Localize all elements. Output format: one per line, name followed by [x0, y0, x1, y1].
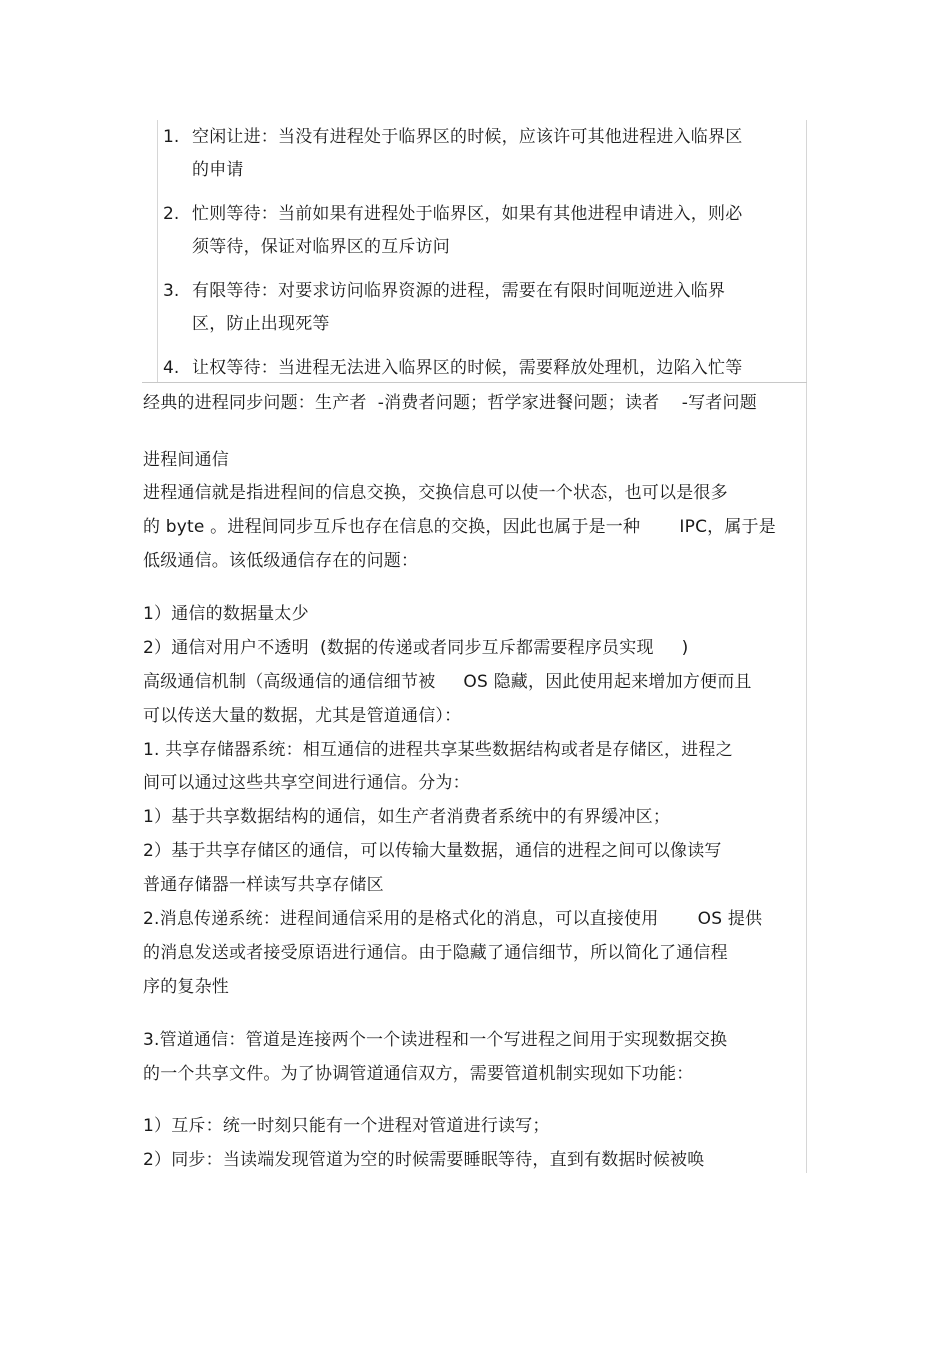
paragraph-line: 1）通信的数据量太少	[143, 604, 309, 624]
paragraph-line: 高级通信机制（高级通信的通信细节被 OS 隐藏，因此使用起来增加方便而且	[143, 672, 752, 692]
paragraph-line: 1. 共享存储器系统：相互通信的进程共享某些数据结构或者是存储区，进程之	[143, 740, 733, 760]
list-item-text: 须等待，保证对临界区的互斥访问	[192, 237, 450, 257]
list-item-number: 3.	[163, 281, 180, 301]
list-box-right-border	[806, 120, 807, 382]
section-heading: 进程间通信	[143, 450, 229, 470]
paragraph-line: 的消息发送或者接受原语进行通信。由于隐藏了通信细节，所以简化了通信程	[143, 943, 728, 963]
paragraph-line: 2.消息传递系统：进程间通信采用的是格式化的消息，可以直接使用 OS 提供	[143, 909, 763, 929]
paragraph-line: 的 byte 。进程间同步互斥也存在信息的交换，因此也属于是一种 IPC，属于是	[143, 517, 776, 537]
paragraph-line: 的一个共享文件。为了协调管道通信双方，需要管道机制实现如下功能：	[143, 1064, 694, 1084]
paragraph-line: 1）基于共享数据结构的通信，如生产者消费者系统中的有界缓冲区；	[143, 807, 671, 827]
paragraph-line: 间可以通过这些共享空间进行通信。分为：	[143, 773, 470, 793]
list-item-text: 区，防止出现死等	[192, 314, 330, 334]
list-item-number: 2.	[163, 204, 180, 224]
body-right-border	[806, 383, 807, 1173]
paragraph-line: 低级通信。该低级通信存在的问题：	[143, 551, 419, 571]
paragraph-line: 序的复杂性	[143, 977, 229, 997]
list-item-text: 空闲让进：当没有进程处于临界区的时候，应该许可其他进程进入临界区	[192, 127, 743, 147]
list-box-bottom-border	[142, 382, 807, 383]
paragraph-line: 2）基于共享存储区的通信，可以传输大量数据，通信的进程之间可以像读写	[143, 841, 722, 861]
paragraph-line: 1）互斥：统一时刻只能有一个进程对管道进行读写；	[143, 1116, 550, 1136]
paragraph-line: 普通存储器一样读写共享存储区	[143, 875, 384, 895]
list-item-number: 1.	[163, 127, 180, 147]
list-item-text: 让权等待：当进程无法进入临界区的时候，需要释放处理机，边陷入忙等	[192, 358, 743, 378]
paragraph-line: 2）同步：当读端发现管道为空的时候需要睡眠等待，直到有数据时候被唤	[143, 1150, 705, 1170]
sync-problems-line: 经典的进程同步问题：生产者 -消费者问题；哲学家进餐问题；读者 -写者问题	[143, 393, 757, 413]
list-item-text: 有限等待：对要求访问临界资源的进程，需要在有限时间呃逆进入临界	[192, 281, 726, 301]
paragraph-line: 3.管道通信：管道是连接两个一个读进程和一个写进程之间用于实现数据交换	[143, 1030, 728, 1050]
list-box-left-border	[157, 120, 158, 382]
paragraph-line: 可以传送大量的数据，尤其是管道通信）：	[143, 706, 462, 726]
paragraph-line: 进程通信就是指进程间的信息交换，交换信息可以使一个状态，也可以是很多	[143, 483, 728, 503]
list-item-text: 的申请	[192, 160, 244, 180]
list-item-number: 4.	[163, 358, 180, 378]
paragraph-line: 2）通信对用户不透明 (数据的传递或者同步互斥都需要程序员实现 )	[143, 638, 689, 658]
list-item-text: 忙则等待：当前如果有进程处于临界区，如果有其他进程申请进入，则必	[192, 204, 743, 224]
